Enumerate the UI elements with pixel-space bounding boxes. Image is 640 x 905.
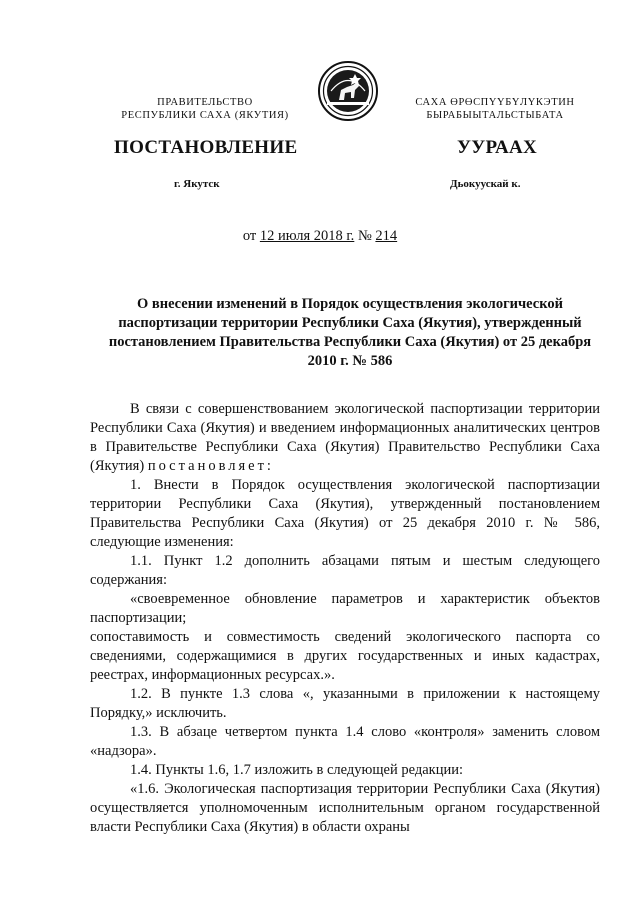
document-title: О внесении изменений в Порядок осуществления экологической паспортизации территории Республики Саха (Якутия), утвержденный постановлением Правительства Республики Саха (Якутия) от 25 декабря 2010 г. № 586 — [108, 296, 592, 369]
document-number: 214 — [375, 228, 398, 244]
government-line: РЕСПУБЛИКИ САХА (ЯКУТИЯ) — [121, 110, 289, 121]
government-name-russian — [95, 96, 315, 122]
paragraph: 1.1. Пункт 1.2 дополнить абзацами пятым и шестым следующего содержания: — [90, 553, 600, 588]
city-yakut: Дьокуускай к. — [450, 178, 521, 190]
paragraph-text: В связи с совершенствованием экологической паспортизации территории Республики Саха (Якутия) и введением информационных аналитических центров в Правительстве Республики Саха (Якутия) Правительство Республики Саха (Якутия) — [90, 401, 600, 474]
paragraph: 1.3. В абзаце четвертом пункта 1.4 слово «контроля» заменить словом «надзора». — [90, 724, 600, 759]
document-date-number — [0, 228, 640, 245]
document-date: 12 июля 2018 г. — [259, 228, 355, 244]
date-prefix: от — [242, 228, 257, 244]
paragraph: 1.2. В пункте 1.3 слова «, указанными в приложении к настоящему Порядку,» исключить. — [90, 686, 600, 721]
paragraph — [90, 400, 600, 476]
document-type-yakut: УУРААХ — [457, 137, 538, 158]
city-russian: г. Якутск — [174, 178, 220, 190]
paragraph: «1.6. Экологическая паспортизация территории Республики Саха (Якутия) осуществляется уполномоченным исполнительным органом государственной власти Республики Саха (Якутия) в области охраны — [90, 781, 600, 835]
paragraph: 1. Внести в Порядок осуществления экологической паспортизации территории Республики Саха (Якутия), утвержденный постановлением Правительства Республики Саха (Якутия) от 25 декабря 2010 г. № 586, следующие изменения: — [90, 477, 600, 550]
number-label: № — [357, 228, 372, 244]
document-body — [90, 400, 600, 837]
decree-word: постановляет: — [147, 458, 274, 474]
coat-of-arms-icon — [317, 60, 379, 122]
paragraph: «своевременное обновление параметров и характеристик объектов паспортизации; — [90, 591, 600, 626]
document-type-russian: ПОСТАНОВЛЕНИЕ — [114, 137, 298, 158]
government-name-yakut — [385, 96, 605, 122]
paragraph: 1.4. Пункты 1.6, 1.7 изложить в следующей редакции: — [130, 762, 463, 778]
government-line: БЫРАБЫЫТАЛЬСТЫБАТА — [426, 110, 564, 121]
government-line: САХА ӨРӨСПҮҮБҮЛҮКЭТИН — [415, 97, 575, 108]
paragraph: сопоставимость и совместимость сведений экологического паспорта со сведениями, содержащимися в других государственных и иных кадастрах, реестрах, информационных ресурсах.». — [90, 629, 600, 683]
government-line: ПРАВИТЕЛЬСТВО — [157, 97, 253, 108]
